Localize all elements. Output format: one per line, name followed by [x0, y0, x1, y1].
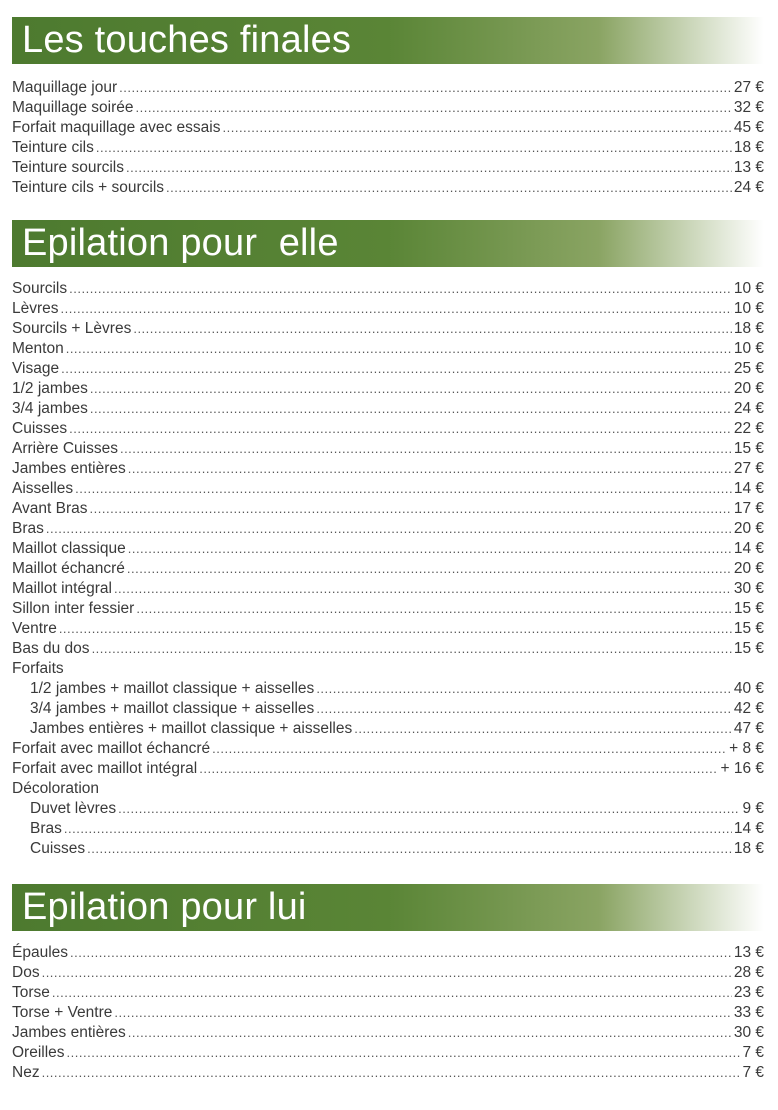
price-row — [12, 699, 764, 719]
item-label: Cuisses — [30, 840, 86, 857]
item-label: Forfaits — [12, 660, 64, 677]
item-label: Teinture cils + sourcils — [12, 179, 165, 196]
dot-leader — [90, 379, 732, 399]
section-touches-finales — [12, 17, 764, 198]
item-price: 9 € — [742, 800, 764, 817]
price-list — [12, 943, 764, 1083]
item-label: Maillot échancré — [12, 560, 125, 577]
item-price: 10 € — [733, 300, 764, 317]
item-price: 22 € — [733, 420, 764, 437]
price-row — [12, 479, 764, 499]
dot-leader — [42, 963, 732, 983]
item-label: Torse — [12, 984, 50, 1001]
dot-leader — [354, 719, 732, 739]
price-row — [12, 739, 764, 759]
price-row — [12, 519, 764, 539]
dot-leader — [114, 1003, 731, 1023]
item-label: Forfait avec maillot intégral — [12, 760, 198, 777]
section-title: Epilation pour elle — [12, 220, 764, 267]
dot-leader — [90, 499, 732, 519]
item-label: Bas du dos — [12, 640, 90, 657]
item-price: 18 € — [733, 139, 764, 156]
dot-leader — [70, 943, 732, 963]
item-price: 28 € — [733, 964, 764, 981]
item-label: Forfait avec maillot échancré — [12, 740, 211, 757]
item-price: 13 € — [733, 159, 764, 176]
item-label: Oreilles — [12, 1044, 65, 1061]
price-row — [12, 138, 764, 158]
dot-leader — [118, 799, 740, 819]
item-label: Jambes entières — [12, 1024, 126, 1041]
item-label: Maquillage soirée — [12, 99, 134, 116]
dot-leader — [69, 419, 732, 439]
item-label: Sourcils + Lèvres — [12, 320, 132, 337]
item-label: Menton — [12, 340, 64, 357]
item-label: Bras — [12, 520, 44, 537]
dot-leader — [126, 158, 732, 178]
item-price: 15 € — [733, 600, 764, 617]
section-epilation-lui — [12, 884, 764, 1083]
item-price: 23 € — [733, 984, 764, 1001]
item-label: Nez — [12, 1064, 40, 1081]
price-row — [12, 1043, 764, 1063]
item-label: Jambes entières + maillot classique + aisselles — [30, 720, 353, 737]
item-label: 1/2 jambes + maillot classique + aisselles — [30, 680, 315, 697]
price-row — [12, 399, 764, 419]
price-row — [12, 439, 764, 459]
price-row — [12, 459, 764, 479]
dot-leader — [133, 319, 732, 339]
item-label: Maillot intégral — [12, 580, 112, 597]
price-row — [12, 359, 764, 379]
item-price: 7 € — [742, 1064, 764, 1081]
item-label: Sourcils — [12, 280, 68, 297]
price-row — [12, 839, 764, 859]
dot-leader — [212, 739, 727, 759]
dot-leader — [92, 639, 732, 659]
item-price: 14 € — [733, 480, 764, 497]
dot-leader — [128, 459, 732, 479]
price-row — [12, 299, 764, 319]
dot-leader — [128, 539, 732, 559]
item-label: Cuisses — [12, 420, 68, 437]
item-price: 15 € — [733, 620, 764, 637]
item-price: 27 € — [733, 79, 764, 96]
section-title: Les touches finales — [12, 17, 764, 64]
dot-leader — [90, 399, 732, 419]
item-price: 20 € — [733, 520, 764, 537]
price-row — [12, 379, 764, 399]
item-price: 18 € — [733, 840, 764, 857]
price-row — [12, 963, 764, 983]
dot-leader — [61, 299, 732, 319]
group-heading — [12, 659, 764, 679]
price-row — [12, 319, 764, 339]
dot-leader — [52, 983, 732, 1003]
item-label: Ventre — [12, 620, 57, 637]
item-price: 42 € — [733, 700, 764, 717]
item-price: 30 € — [733, 1024, 764, 1041]
price-row — [12, 679, 764, 699]
item-label: Avant Bras — [12, 500, 88, 517]
item-label: Maquillage jour — [12, 79, 118, 96]
price-row — [12, 639, 764, 659]
price-row — [12, 599, 764, 619]
item-label: Dos — [12, 964, 40, 981]
dot-leader — [42, 1063, 741, 1083]
item-price: 10 € — [733, 280, 764, 297]
dot-leader — [96, 138, 732, 158]
price-row — [12, 158, 764, 178]
price-row — [12, 499, 764, 519]
dot-leader — [119, 78, 732, 98]
dot-leader — [316, 679, 732, 699]
dot-leader — [59, 619, 732, 639]
item-price: 40 € — [733, 680, 764, 697]
item-label: Épaules — [12, 944, 69, 961]
dot-leader — [87, 839, 732, 859]
group-heading — [12, 779, 764, 799]
item-label: 1/2 jambes — [12, 380, 88, 397]
dot-leader — [128, 1023, 732, 1043]
item-label: Maillot classique — [12, 540, 126, 557]
dot-leader — [64, 819, 732, 839]
item-label: Sillon inter fessier — [12, 600, 135, 617]
item-price: 14 € — [733, 540, 764, 557]
item-price: 10 € — [733, 340, 764, 357]
item-price: 15 € — [733, 440, 764, 457]
price-row — [12, 1063, 764, 1083]
price-row — [12, 943, 764, 963]
dot-leader — [120, 439, 732, 459]
item-label: Visage — [12, 360, 60, 377]
item-price: 14 € — [733, 820, 764, 837]
item-label: Teinture sourcils — [12, 159, 124, 176]
item-price: 33 € — [733, 1004, 764, 1021]
price-row — [12, 983, 764, 1003]
item-label: Lèvres — [12, 300, 59, 317]
price-list — [12, 78, 764, 198]
item-price: 30 € — [733, 580, 764, 597]
item-label: Torse + Ventre — [12, 1004, 113, 1021]
item-label: Aisselles — [12, 480, 74, 497]
item-price: 45 € — [733, 119, 764, 136]
dot-leader — [61, 359, 732, 379]
section-title: Epilation pour lui — [12, 884, 764, 931]
price-row — [12, 419, 764, 439]
item-price: + 8 € — [729, 740, 764, 757]
item-price: 25 € — [733, 360, 764, 377]
price-row — [12, 559, 764, 579]
price-row — [12, 339, 764, 359]
price-row — [12, 98, 764, 118]
item-price: 15 € — [733, 640, 764, 657]
price-row — [12, 178, 764, 198]
dot-leader — [66, 339, 732, 359]
item-price: 24 € — [733, 179, 764, 196]
dot-leader — [67, 1043, 741, 1063]
dot-leader — [136, 98, 732, 118]
price-row — [12, 539, 764, 559]
item-price: + 16 € — [720, 760, 764, 777]
item-label: Jambes entières — [12, 460, 126, 477]
dot-leader — [199, 759, 718, 779]
section-epilation-elle — [12, 220, 764, 859]
price-row — [12, 719, 764, 739]
item-label: Forfait maquillage avec essais — [12, 119, 221, 136]
dot-leader — [46, 519, 732, 539]
item-price: 7 € — [742, 1044, 764, 1061]
price-row — [12, 78, 764, 98]
item-price: 47 € — [733, 720, 764, 737]
item-price: 20 € — [733, 560, 764, 577]
price-row — [12, 579, 764, 599]
item-price: 24 € — [733, 400, 764, 417]
dot-leader — [127, 559, 732, 579]
dot-leader — [75, 479, 732, 499]
item-label: Décoloration — [12, 780, 100, 797]
price-row — [12, 619, 764, 639]
item-label: Bras — [30, 820, 62, 837]
item-label: Teinture cils — [12, 139, 94, 156]
item-price: 32 € — [733, 99, 764, 116]
item-price: 18 € — [733, 320, 764, 337]
dot-leader — [136, 599, 732, 619]
item-label: 3/4 jambes — [12, 400, 88, 417]
dot-leader — [223, 118, 732, 138]
price-row — [12, 118, 764, 138]
price-row — [12, 799, 764, 819]
item-price: 17 € — [733, 500, 764, 517]
price-row — [12, 759, 764, 779]
item-label: Arrière Cuisses — [12, 440, 118, 457]
price-row — [12, 1003, 764, 1023]
item-label: 3/4 jambes + maillot classique + aisselles — [30, 700, 315, 717]
item-label: Duvet lèvres — [30, 800, 117, 817]
dot-leader — [69, 279, 732, 299]
dot-leader — [166, 178, 732, 198]
dot-leader — [114, 579, 732, 599]
item-price: 13 € — [733, 944, 764, 961]
price-row — [12, 819, 764, 839]
item-price: 27 € — [733, 460, 764, 477]
dot-leader — [316, 699, 732, 719]
price-row — [12, 279, 764, 299]
price-list — [12, 279, 764, 859]
item-price: 20 € — [733, 380, 764, 397]
price-row — [12, 1023, 764, 1043]
